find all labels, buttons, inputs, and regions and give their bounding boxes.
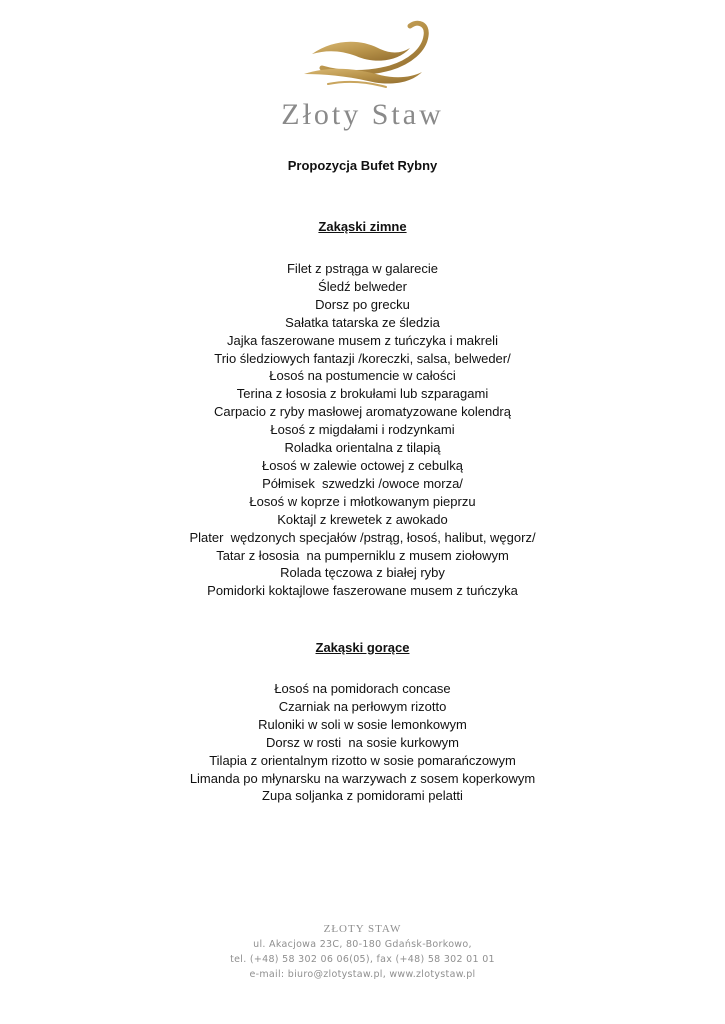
page-title: Propozycja Bufet Rybny: [287, 158, 438, 173]
footer-company-name: ZŁOTY STAW: [323, 923, 402, 935]
list-item: Półmisek szwedzki /owoce morza/: [262, 475, 463, 491]
logo-wordmark: Złoty Staw: [281, 98, 444, 131]
list-item: Jajka faszerowane musem z tuńczyka i makreli: [227, 332, 498, 348]
section-heading-hot: Zakąski gorące: [315, 640, 410, 655]
list-item: Łosoś w zalewie octowej z cebulką: [262, 457, 463, 473]
footer: [0, 922, 725, 982]
list-item: Trio śledziowych fantazji /koreczki, salsa, belweder/: [214, 350, 511, 366]
list-item: Dorsz w rosti na sosie kurkowym: [266, 734, 459, 750]
swan-logo-icon: [298, 18, 432, 90]
list-item: Carpacio z ryby masłowej aromatyzowane kolendrą: [214, 404, 511, 420]
list-item: Łosoś na pomidorach concase: [274, 681, 451, 696]
cold-appetizers-list: [0, 260, 725, 600]
footer-contact: e-mail: biuro@zlotystaw.pl, www.zlotystaw.pl: [249, 969, 476, 980]
list-item: Roladka orientalna z tilapią: [284, 440, 441, 456]
list-item: Łosoś w koprze i młotkowanym pieprzu: [249, 493, 476, 509]
logo: [0, 18, 725, 136]
list-item: Tilapia z orientalnym rizotto w sosie pomarańczowym: [209, 752, 516, 768]
list-item: Rolada tęczowa z białej ryby: [280, 565, 445, 581]
list-item: Koktajl z krewetek z awokado: [277, 511, 448, 527]
footer-phone: tel. (+48) 58 302 06 06(05), fax (+48) 58 302 01 01: [230, 954, 495, 965]
list-item: Czarniak na perłowym rizotto: [278, 698, 447, 714]
list-item: Dorsz po grecku: [315, 296, 410, 312]
list-item: Plater wędzonych specjałów /pstrąg, łosoś, halibut, węgorz/: [189, 529, 536, 545]
list-item: Tatar z łososia na pumperniklu z musem ziołowym: [216, 547, 509, 563]
list-item: Ruloniki w soli w sosie lemonkowym: [258, 716, 467, 732]
list-item: Zupa soljanka z pomidorami pelatti: [262, 788, 463, 804]
list-item: Śledź belweder: [318, 278, 407, 294]
list-item: Łosoś z migdałami i rodzynkami: [270, 422, 455, 438]
list-item: Sałatka tatarska ze śledzia: [285, 314, 440, 330]
list-item: Pomidorki koktajlowe faszerowane musem z tuńczyka: [207, 583, 518, 599]
list-item: Limanda po młynarsku na warzywach z sosem koperkowym: [189, 770, 536, 786]
list-item: Filet z pstrąga w galarecie: [286, 261, 438, 276]
list-item: Terina z łososia z brokułami lub szparagami: [236, 386, 489, 402]
footer-address: ul. Akacjowa 23C, 80-180 Gdańsk-Borkowo,: [253, 939, 472, 950]
list-item: Łosoś na postumencie w całości: [269, 368, 456, 384]
section-heading-cold: Zakąski zimne: [318, 219, 407, 234]
hot-appetizers-list: [0, 680, 725, 805]
